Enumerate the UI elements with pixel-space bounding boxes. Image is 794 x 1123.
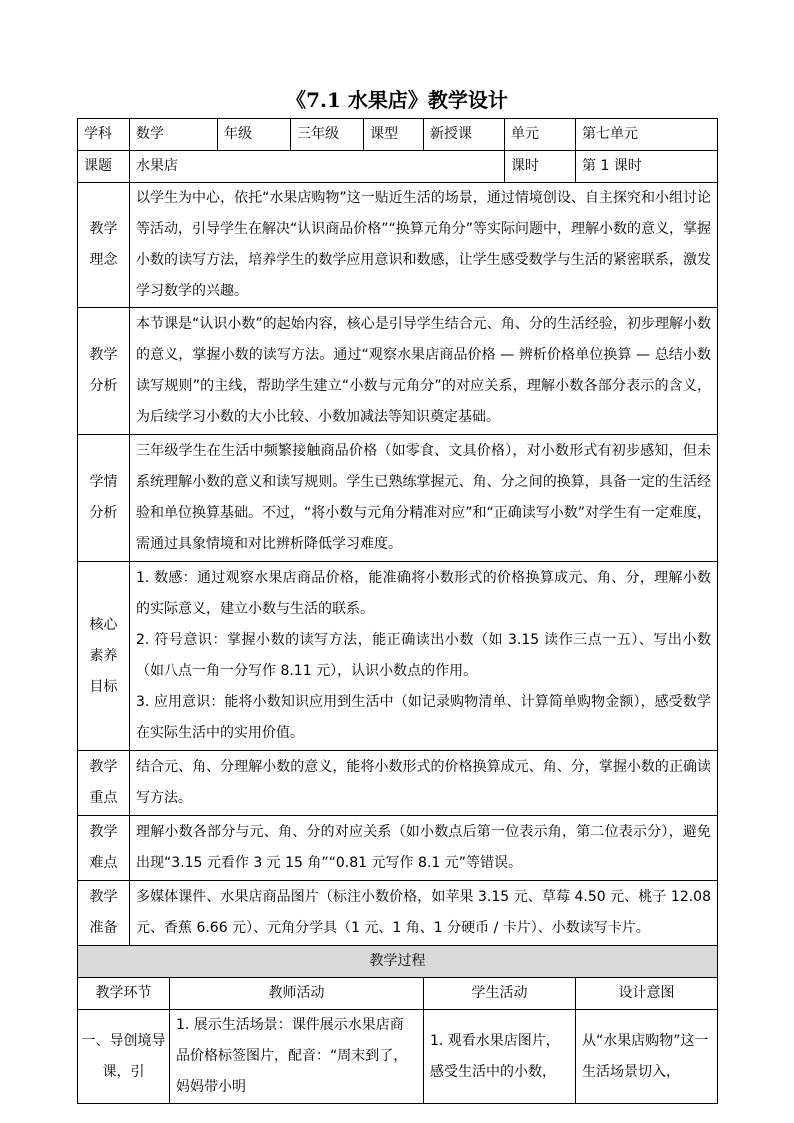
subject-value: 数学 [130,119,218,151]
difficulties-row [78,816,718,881]
key-points-label: 教学 重点 [78,751,130,816]
key-points-row [78,751,718,816]
process-header-step: 教学环节 [78,978,170,1010]
process-section-row [78,946,718,978]
process-row [78,1010,718,1104]
difficulties-text: 理解小数各部分与元、角、分的对应关系（如小数点后第一位表示角，第二位表示分），避免出现“3.15 元看作 3 元 15 角”“0.81 元写作 8.1 元”等错误。 [130,816,718,881]
key-points-text: 结合元、角、分理解小数的意义，能将小数形式的价格换算成元、角、分，掌握小数的正确读写方法。 [130,751,718,816]
students-text: 三年级学生在生活中频繁接触商品价格（如零食、文具价格），对小数形式有初步感知，但未系统理解小数的意义和读写规则。学生已熟练掌握元、角、分之间的换算，具备一定的生活经验和单位换算基础。不过，“将小数与元角分精准对应”和“正确读写小数”对学生有一定难度，需通过具象情境和对比辨析降低学习难度。 [130,435,718,562]
difficulties-label: 教学 难点 [78,816,130,881]
process-section-title: 教学过程 [78,946,718,978]
process-design-intent: 从“水果店购物”这一生活场景切入， [576,1010,718,1104]
analysis-row [78,308,718,435]
process-step: 一、导创境导课，引 [78,1010,170,1104]
topic-label: 课题 [78,151,130,183]
unit-value: 第七单元 [576,119,718,151]
period-label: 课时 [505,151,576,183]
info-row-2 [78,151,718,183]
process-header-teacher: 教师活动 [170,978,424,1010]
grade-label: 年级 [218,119,291,151]
analysis-text: 本节课是“认识小数”的起始内容，核心是引导学生结合元、角、分的生活经验，初步理解小数的意义，掌握小数的读写方法。通过“观察水果店商品价格 — 辨析价格单位换算 — 总结小数读写规则”的主线，帮助学生建立“小数与元角分”的对应关系，理解小数各部分表示的含义，为后续学习小数的大小比较、小数加减法等知识奠定基础。 [130,308,718,435]
subject-label: 学科 [78,119,130,151]
process-header-intent: 设计意图 [576,978,718,1010]
preparation-label: 教学 准备 [78,881,130,946]
process-header-student: 学生活动 [424,978,576,1010]
students-label: 学情 分析 [78,435,130,562]
preparation-row [78,881,718,946]
topic-value: 水果店 [130,151,505,183]
students-row [78,435,718,562]
process-teacher-activity: 1. 展示生活场景：课件展示水果店商品价格标签图片，配音：“周末到了，妈妈带小明 [170,1010,424,1104]
type-label: 课型 [364,119,424,151]
goals-row [78,562,718,751]
concept-label: 教学 理念 [78,183,130,308]
document-title: 《7.1 水果店》教学设计 [286,88,508,112]
preparation-text: 多媒体课件、水果店商品图片（标注小数价格，如苹果 3.15 元、草莓 4.50 元、桃子 12.08 元、香蕉 6.66 元）、元角分学具（1 元、1 角、1 分硬币 / 卡片）、小数读写卡片。 [130,881,718,946]
lesson-plan-table [77,118,718,1104]
type-value: 新授课 [424,119,505,151]
goals-text [130,562,718,751]
grade-value: 三年级 [291,119,364,151]
process-student-activity: 1. 观看水果店图片，感受生活中的小数， [424,1010,576,1104]
info-row-1 [78,119,718,151]
goal-item: 2. 符号意识：掌握小数的读写方法，能正确读出小数（如 3.15 读作三点一五）、写出小数（如八点一角一分写作 8.11 元），认识小数点的作用。 [136,632,711,679]
goal-item: 3. 应用意识：能将小数知识应用到生活中（如记录购物清单、计算简单购物金额），感受数学在实际生活中的实用价值。 [136,694,711,741]
goals-label: 核心 素养 目标 [78,562,130,751]
process-header-row [78,978,718,1010]
goal-item: 1. 数感：通过观察水果店商品价格，能准确将小数形式的价格换算成元、角、分，理解小数的实际意义，建立小数与生活的联系。 [136,570,711,617]
unit-label: 单元 [505,119,576,151]
analysis-label: 教学 分析 [78,308,130,435]
period-value: 第 1 课时 [576,151,718,183]
concept-text: 以学生为中心，依托“水果店购物”这一贴近生活的场景，通过情境创设、自主探究和小组讨论等活动，引导学生在解决“认识商品价格”“换算元角分”等实际问题中，理解小数的意义，掌握小数的读写方法，培养学生的数学应用意识和数感，让学生感受数学与生活的紧密联系，激发学习数学的兴趣。 [130,183,718,308]
concept-row [78,183,718,308]
